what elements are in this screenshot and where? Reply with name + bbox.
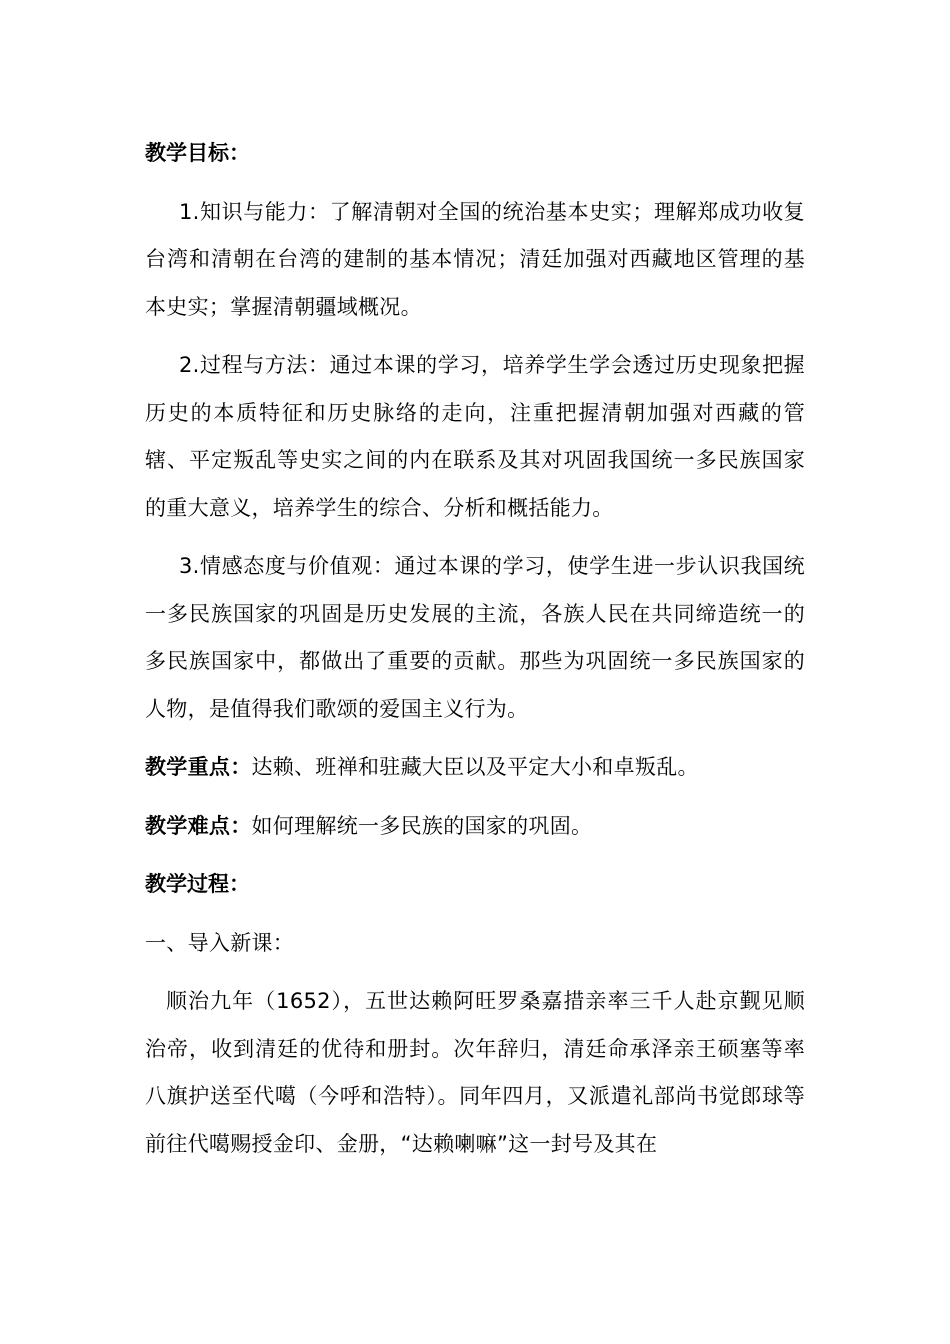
difficulties-label: 教学难点： bbox=[145, 813, 252, 838]
objective-process: 2.过程与方法：通过本课的学习，培养学生学会透过历史现象把握历史的本质特征和历史脉络的走向，注重把握清朝加强对西藏的管辖、平定叛乱等史实之间的内在联系及其对巩固我国统一多民族国家的重大意义，培养学生的综合、分析和概括能力。 bbox=[145, 353, 805, 520]
key-points-text: 达赖、班禅和驻藏大臣以及平定大小和卓叛乱。 bbox=[251, 755, 699, 779]
key-points bbox=[145, 744, 805, 792]
objective-emotion: 3.情感态度与价值观：通过本课的学习，使学生进一步认识我国统一多民族国家的巩固是历史发展的主流，各族人民在共同缔造统一的多民族国家中，都做出了重要的贡献。那些为巩固统一多民族国家的人物，是值得我们歌颂的爱国主义行为。 bbox=[145, 554, 805, 721]
objectives-heading: 教学目标： bbox=[145, 141, 250, 165]
section-title-intro: 一、导入新课： bbox=[145, 930, 295, 955]
difficulties-text: 如何理解统一多民族的国家的巩固。 bbox=[251, 813, 593, 838]
objective-knowledge: 1.知识与能力：了解清朝对全国的统治基本史实；理解郑成功收复台湾和清朝在台湾的建制的基本情况；清廷加强对西藏地区管理的基本史实；掌握清朝疆域概况。 bbox=[145, 199, 805, 319]
key-points-label: 教学重点： bbox=[145, 755, 252, 779]
process-heading: 教学过程： bbox=[145, 872, 250, 896]
difficulties bbox=[145, 803, 805, 851]
section-body-intro: 顺治九年（1652），五世达赖阿旺罗桑嘉措亲率三千人赴京觐见顺治帝，收到清廷的优待和册封。次年辞归，清廷命承泽亲王硕塞等率八旗护送至代噶（今呼和浩特）。同年四月，又派遣礼部尚书觉郎球等前往代噶赐授金印、金册，“达赖喇嘛”这一封号及其在 bbox=[145, 989, 805, 1156]
document-body bbox=[145, 130, 805, 1179]
